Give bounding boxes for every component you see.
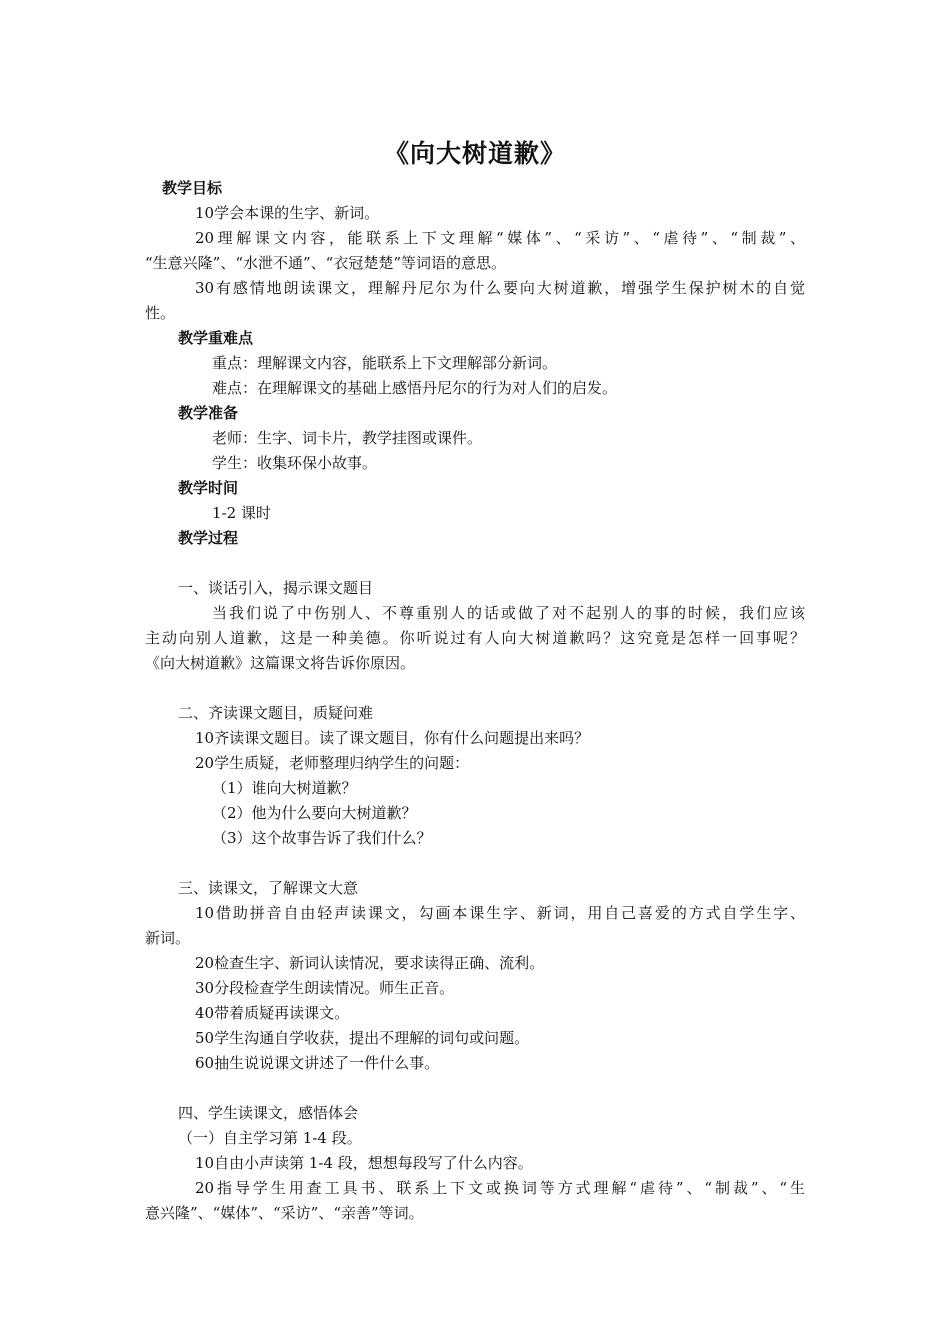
goal-item-2-line-2: “生意兴隆”、“水泄不通”、“衣冠楚楚”等词语的意思。 xyxy=(145,254,507,272)
prep-student: 学生：收集环保小故事。 xyxy=(212,454,378,472)
part-4-subtitle: （一）自主学习第 1-4 段。 xyxy=(178,1129,362,1147)
goal-item-3-line-2: 性。 xyxy=(145,304,176,322)
goal-item-3-line-1: 30有感情地朗读课文，理解丹尼尔为什么要向大树道歉，增强学生保护树木的自觉 xyxy=(195,279,805,297)
part-2-title: 二、齐读课文题目，质疑问难 xyxy=(178,704,374,722)
goal-item-2-line-1: 20理解课文内容，能联系上下文理解“媒体”、“采访”、“虐待”、“制裁”、 xyxy=(195,229,805,247)
part-3-item-3: 30分段检查学生朗读情况。师生正音。 xyxy=(195,979,455,997)
goal-heading: 教学目标 xyxy=(162,179,223,197)
part-2-item-2: 20学生质疑，老师整理归纳学生的问题： xyxy=(195,754,470,772)
part-3-item-4: 40带着质疑再读课文。 xyxy=(195,1004,350,1022)
part-1-line-1: 当我们说了中伤别人、不尊重别人的话或做了对不起别人的事的时候，我们应该 xyxy=(212,604,805,622)
part-4-item-2-line-2: 意兴隆”、“媒体”、“采访”、“亲善”等词。 xyxy=(145,1204,424,1222)
part-2-question-2: （2）他为什么要向大树道歉？ xyxy=(212,804,417,822)
part-4-item-2-line-1: 20指导学生用查工具书、联系上下文或换词等方式理解“虐待”、“制裁”、“生 xyxy=(195,1179,805,1197)
key-point-2: 难点：在理解课文的基础上感悟丹尼尔的行为对人们的启发。 xyxy=(212,379,618,397)
key-point-1: 重点：理解课文内容，能联系上下文理解部分新词。 xyxy=(212,354,558,372)
goal-item-1: 10学会本课的生字、新词。 xyxy=(195,204,380,222)
part-3-item-5: 50学生沟通自学收获，提出不理解的词句或问题。 xyxy=(195,1029,530,1047)
time-heading: 教学时间 xyxy=(178,479,239,497)
document-title: 《向大树道歉》 xyxy=(383,139,566,168)
part-3-item-6: 60抽生说说课文讲述了一件什么事。 xyxy=(195,1054,440,1072)
part-3-item-2: 20检查生字、新词认读情况，要求读得正确、流利。 xyxy=(195,954,545,972)
prep-heading: 教学准备 xyxy=(178,404,239,422)
part-2-question-3: （3）这个故事告诉了我们什么？ xyxy=(212,829,432,847)
part-1-line-3: 《向大树道歉》这篇课文将告诉你原因。 xyxy=(145,654,416,672)
part-1-title: 一、谈话引入，揭示课文题目 xyxy=(178,579,374,597)
process-heading: 教学过程 xyxy=(178,529,239,547)
time-value: 1-2 课时 xyxy=(212,504,271,522)
part-3-title: 三、读课文，了解课文大意 xyxy=(178,879,359,897)
part-2-question-1: （1）谁向大树道歉？ xyxy=(212,779,357,797)
part-4-item-1: 10自由小声读第 1-4 段，想想每段写了什么内容。 xyxy=(195,1154,533,1172)
part-3-item-1-line-1: 10借助拼音自由轻声读课文，勾画本课生字、新词，用自己喜爱的方式自学生字、 xyxy=(195,904,805,922)
part-2-item-1: 10齐读课文题目。读了课文题目，你有什么问题提出来吗？ xyxy=(195,729,590,747)
part-1-line-2: 主动向别人道歉，这是一种美德。你听说过有人向大树道歉吗？这究竟是怎样一回事呢？ xyxy=(145,629,805,647)
prep-teacher: 老师：生字、词卡片，教学挂图或课件。 xyxy=(212,429,483,447)
part-4-title: 四、学生读课文，感悟体会 xyxy=(178,1104,359,1122)
part-3-item-1-line-2: 新词。 xyxy=(145,929,191,947)
key-points-heading: 教学重难点 xyxy=(178,329,254,347)
